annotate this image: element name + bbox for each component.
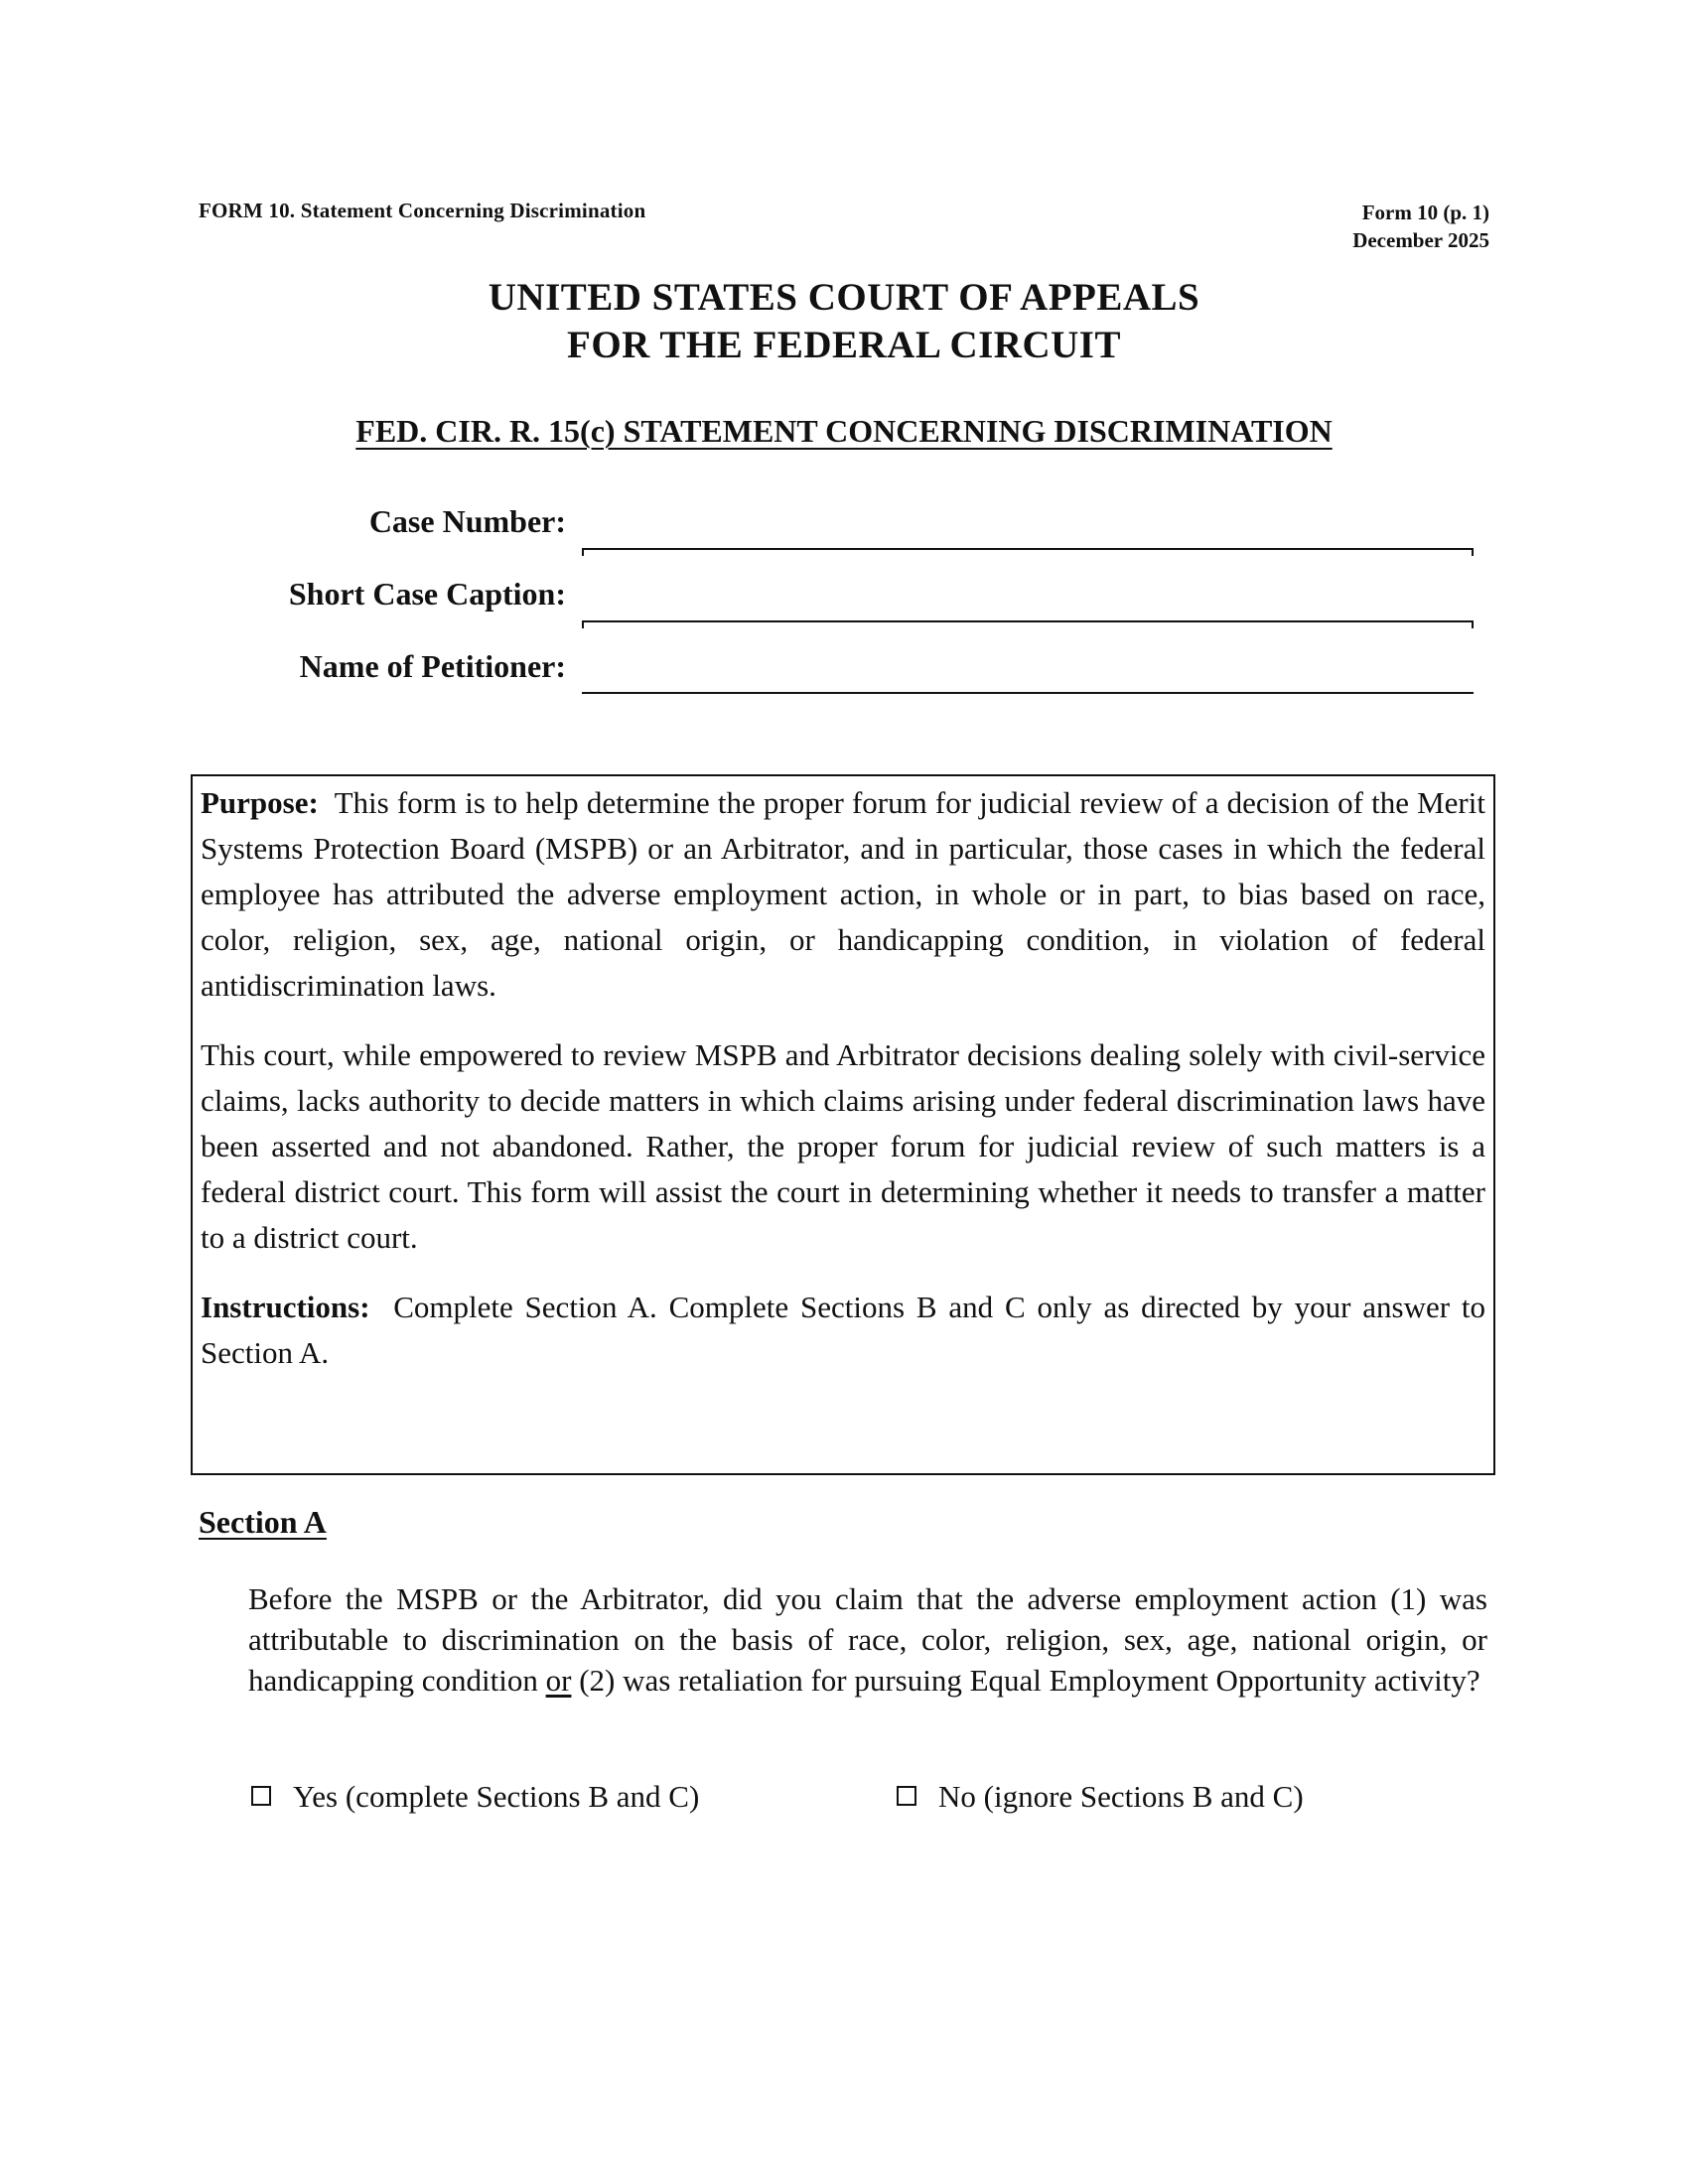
form-title-header: FORM 10. Statement Concerning Discrimination — [199, 199, 646, 222]
section-a-heading: Section A — [199, 1504, 327, 1540]
form-page-number: Form 10 (p. 1) — [1361, 201, 1489, 224]
question-or: or — [545, 1663, 572, 1698]
purpose-instructions-box — [191, 774, 1495, 1475]
yes-label: Yes (complete Sections B and C) — [293, 1779, 700, 1814]
case-number-field[interactable] — [582, 548, 1474, 550]
court-title-line2: FOR THE FEDERAL CIRCUIT — [567, 324, 1121, 366]
court-authority-paragraph: This court, while empowered to review MSPB and Arbitrator decisions dealing solely with civil-service claims, lacks authority to decide matters in which claims arising under federal discrimination laws have been asserted and not abandoned. Rather, the proper forum for judicial review of such matters is a federal district court. This form will assist the court in determining whether it needs to transfer a matter to a district court. — [201, 1037, 1485, 1255]
no-checkbox[interactable] — [897, 1786, 916, 1806]
petitioner-name-label: Name of Petitioner: — [299, 648, 566, 684]
short-case-caption-label: Short Case Caption: — [288, 576, 566, 612]
form-page-info — [1352, 199, 1489, 254]
instructions-paragraph — [201, 1285, 1485, 1376]
case-number-label: Case Number: — [368, 503, 566, 539]
court-title — [0, 274, 1688, 369]
petitioner-name-field[interactable] — [582, 692, 1474, 694]
form-date: December 2025 — [1352, 228, 1489, 252]
short-case-caption-field[interactable] — [582, 620, 1474, 622]
purpose-paragraph — [201, 776, 1485, 1009]
instructions-label: Instructions: — [201, 1290, 370, 1324]
question-part2: (2) was retaliation for pursuing Equal Employment Opportunity activity? — [571, 1663, 1480, 1698]
statement-title: FED. CIR. R. 15(c) STATEMENT CONCERNING DISCRIMINATION — [355, 413, 1333, 449]
section-a-question — [248, 1578, 1487, 1701]
yes-option[interactable] — [251, 1779, 699, 1815]
question-part1: Before the MSPB or the Arbitrator, did you claim that the adverse employment action (1) was attributable to discrimination on the basis of race, color, religion, sex, age, national origin, or handicapping condition — [248, 1581, 1487, 1698]
court-title-line1: UNITED STATES COURT OF APPEALS — [488, 276, 1200, 319]
purpose-text: This form is to help determine the proper forum for judicial review of a decision of the Merit Systems Protection Board (MSPB) or an Arbitrator, and in particular, those cases in which the federal employee has attributed the adverse employment action, in whole or in part, to bias based on race, color, religion, sex, age, national origin, or handicapping condition, in violation of federal antidiscrimination laws. — [201, 785, 1485, 1003]
purpose-label: Purpose: — [201, 785, 319, 820]
no-option[interactable] — [897, 1779, 1304, 1815]
yes-checkbox[interactable] — [251, 1786, 271, 1806]
instructions-text: Complete Section A. Complete Sections B and C only as directed by your answer to Section A. — [201, 1290, 1485, 1370]
no-label: No (ignore Sections B and C) — [938, 1779, 1304, 1814]
